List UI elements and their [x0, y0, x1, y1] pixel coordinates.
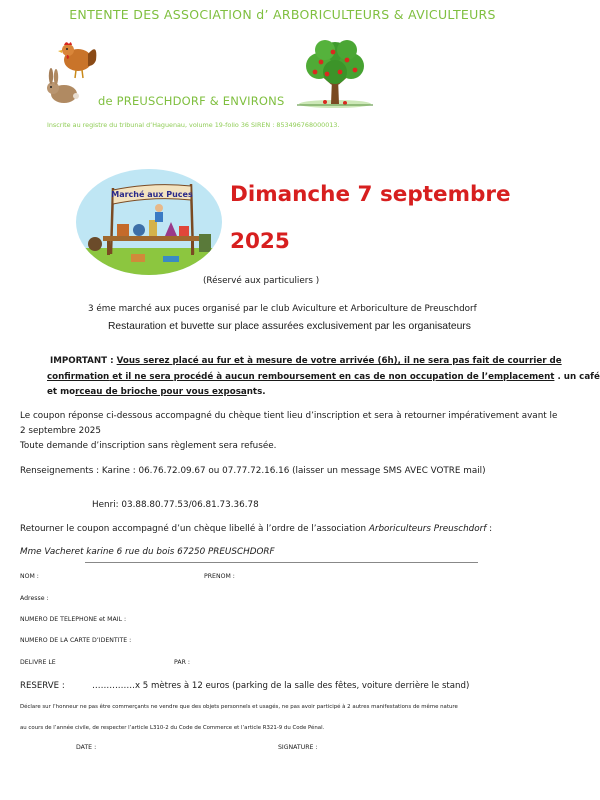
- important-line3: [47, 387, 266, 397]
- declaration-line1: Déclare sur l’honneur ne pas être commerçants ne vendre que des objets personnels et usagés, ne pas avoir participé à 2 autres manifestations de même nature: [20, 704, 458, 710]
- logo-sign-text: Marché aux Puces: [111, 190, 193, 199]
- field-date: DATE :: [76, 744, 97, 751]
- return-address: Mme Vacheret karine 6 rue du bois 67250 PREUSCHDORF: [20, 547, 275, 557]
- event-intro: 3 éme marché aux puces organisé par le club Aviculture et Arboriculture de Preuschdorf: [88, 304, 477, 314]
- important-text-2a: confirmation: [47, 372, 110, 382]
- important-line2: [47, 372, 600, 382]
- return-text-c: :: [486, 524, 493, 534]
- coupon-line2: 2 septembre 2025: [20, 426, 102, 436]
- important-text-3b: rceau de brioche pour vous exposa: [75, 387, 247, 397]
- important-text-3a: et mo: [47, 387, 76, 397]
- declaration-line2: au cours de l’année civile, de respecter l’article L310-2 du Code de Commerce et l’article R321-9 du Code Pénal.: [20, 725, 325, 731]
- association-title: ENTENTE DES ASSOCIATION d’ ARBORICULTEURS & AVICULTEURS: [69, 7, 496, 22]
- important-text-2b: et il ne sera procédé à aucun remboursement en cas de non occupation de l’emplacement: [109, 372, 555, 382]
- important-text-1: Vous serez placé au fur et à mesure de votre arrivée (6h), il ne sera pas fait de courrier de: [116, 356, 562, 366]
- field-adresse: Adresse :: [20, 595, 49, 602]
- field-prenom: PRENOM :: [204, 573, 235, 580]
- chicken-rabbit-illustration: [44, 38, 102, 108]
- important-label: IMPORTANT :: [50, 356, 117, 366]
- return-instruction: [20, 524, 492, 534]
- field-reserve-label: RESERVE :: [20, 681, 65, 691]
- contact-karine: Renseignements : Karine : 06.76.72.09.67 ou 07.77.72.16.16 (laisser un message SMS AVEC VOTRE mail): [20, 466, 486, 476]
- coupon-line3: Toute demande d’inscription sans règlement sera refusée.: [20, 441, 277, 451]
- registry-line: Inscrite au registre du tribunal d’Haguenau, volume 19-folio 36 SIREN : 853496768000013.: [47, 121, 340, 129]
- event-date-line1: Dimanche 7 septembre: [230, 182, 511, 207]
- field-nom: NOM :: [20, 573, 39, 580]
- address-underline: [85, 562, 478, 563]
- catering-note: Restauration et buvette sur place assurées exclusivement par les organisateurs: [108, 321, 471, 332]
- field-signature: SIGNATURE :: [278, 744, 318, 751]
- field-reserve-value: ……………x 5 mètres à 12 euros (parking de la salle des fêtes, voiture derrière le stand): [92, 681, 470, 691]
- event-date-line2: 2025: [230, 229, 290, 254]
- reserved-note: (Réservé aux particuliers ): [203, 276, 320, 286]
- contact-henri: Henri: 03.88.80.77.53/06.81.73.36.78: [92, 500, 259, 510]
- field-par: PAR :: [174, 659, 190, 666]
- important-text-2c: . un café: [554, 372, 600, 382]
- apple-tree-illustration: [295, 38, 375, 110]
- flea-market-logo: [75, 168, 223, 276]
- coupon-line1: Le coupon réponse ci-dessous accompagné du chèque tient lieu d’inscription et sera à retourner impérativement avant le: [20, 411, 558, 421]
- important-line1: [50, 356, 562, 366]
- return-text-b: Arboriculteurs Preuschdorf: [368, 524, 487, 534]
- field-delivre: DELIVRE LE: [20, 659, 56, 666]
- field-telephone: NUMERO DE TELEPHONE et MAIL :: [20, 616, 127, 623]
- return-text-a: Retourner le coupon accompagné d’un chèque libellé à l’ordre de l’association: [20, 524, 369, 534]
- field-identite: NUMERO DE LA CARTE D’IDENTITE :: [20, 637, 132, 644]
- important-text-3c: nts.: [246, 387, 266, 397]
- association-subtitle: de PREUSCHDORF & ENVIRONS: [98, 94, 285, 108]
